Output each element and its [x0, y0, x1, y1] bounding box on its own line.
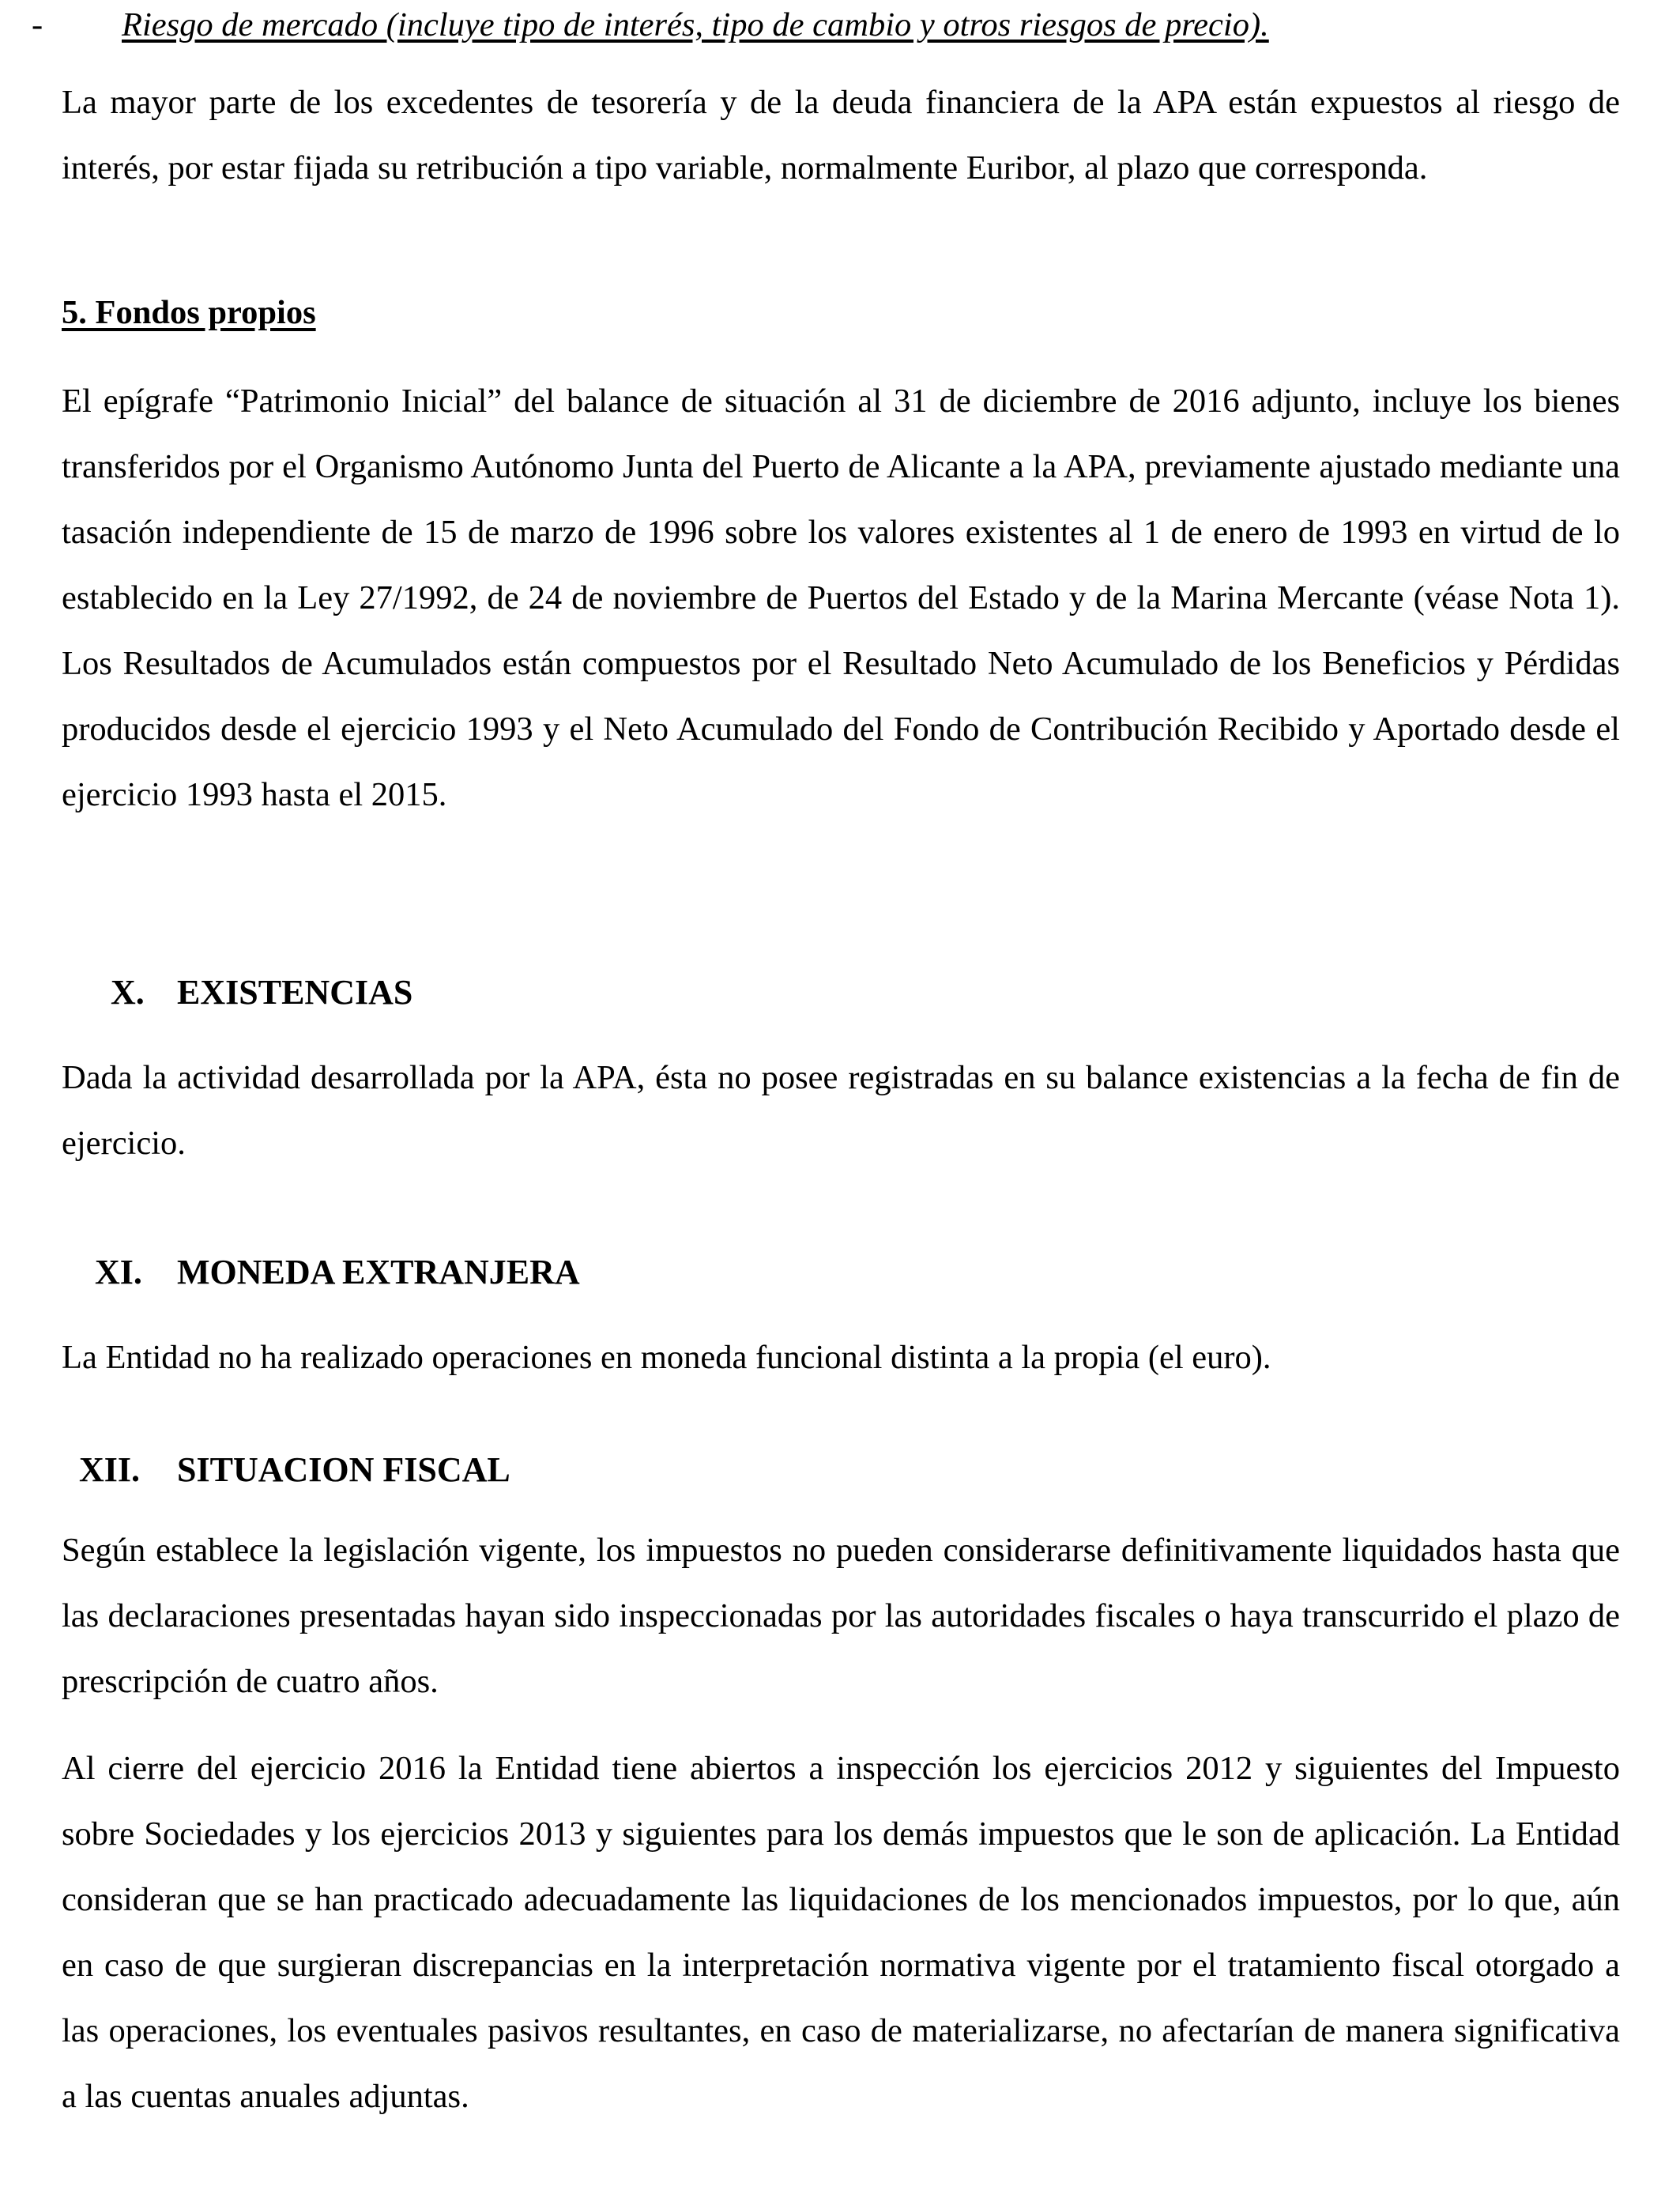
market-risk-text: Riesgo de mercado (incluye tipo de interés, tipo de cambio y otros riesgos de precio). — [122, 6, 1269, 43]
fiscal-number: XII. — [79, 1450, 141, 1489]
bullet-dash: - — [32, 6, 43, 43]
interest-risk-paragraph: La mayor parte de los excedentes de tesorería y de la deuda financiera de la APA están expuestos al riesgo de interés, por estar fijada su retribución a tipo variable, normalmente Euribor, al plazo que corresponda. — [62, 84, 1620, 187]
moneda-heading — [95, 1249, 580, 1296]
fondos-propios-heading: 5. Fondos propios — [62, 294, 316, 331]
moneda-number: XI. — [95, 1253, 142, 1291]
fiscal-paragraph-1: Según establece la legislación vigente, los impuestos no pueden considerarse definitivamente liquidados hasta que las declaraciones presentadas hayan sido inspeccionadas por las autoridades fiscales o haya transcurrido el plazo de prescripción de cuatro años. — [62, 1532, 1620, 1700]
existencias-number: X. — [111, 973, 145, 1012]
fiscal-heading — [79, 1446, 510, 1494]
fondos-propios-paragraph: El epígrafe “Patrimonio Inicial” del balance de situación al 31 de diciembre de 2016 adjunto, incluye los bienes transferidos por el Organismo Autónomo Junta del Puerto de Alicante a la APA, previamente ajustado mediante una tasación independiente de 15 de marzo de 1996 sobre los valores existentes al 1 de enero de 1993 en virtud de lo establecido en la Ley 27/1992, de 24 de noviembre de Puertos del Estado y de la Marina Mercante (véase Nota 1). Los Resultados de Acumulados están compuestos por el Resultado Neto Acumulado de los Beneficios y Pérdidas producidos desde el ejercicio 1993 y el Neto Acumulado del Fondo de Contribución Recibido y Aportado desde el ejercicio 1993 hasta el 2015. — [62, 383, 1620, 813]
existencias-title: EXISTENCIAS — [177, 973, 413, 1012]
fiscal-title: SITUACION FISCAL — [177, 1450, 510, 1489]
moneda-paragraph: La Entidad no ha realizado operaciones en moneda funcional distinta a la propia (el euro). — [62, 1339, 1271, 1376]
market-risk-bullet — [32, 0, 1612, 51]
existencias-heading — [111, 969, 413, 1016]
moneda-title: MONEDA EXTRANJERA — [177, 1253, 580, 1291]
fiscal-paragraph-2: Al cierre del ejercicio 2016 la Entidad tiene abiertos a inspección los ejercicios 2012 y siguientes del Impuesto sobre Sociedades y los ejercicios 2013 y siguientes para los demás impuestos que le son de aplicación. La Entidad consideran que se han practicado adecuadamente las liquidaciones de los mencionados impuestos, por lo que, aún en caso de que surgieran discrepancias en la interpretación normativa vigente por el tratamiento fiscal otorgado a las operaciones, los eventuales pasivos resultantes, en caso de materializarse, no afectarían de manera significativa a las cuentas anuales adjuntas. — [62, 1750, 1620, 2115]
existencias-paragraph: Dada la actividad desarrollada por la APA, ésta no posee registradas en su balance existencias a la fecha de fin de ejercicio. — [62, 1059, 1620, 1162]
